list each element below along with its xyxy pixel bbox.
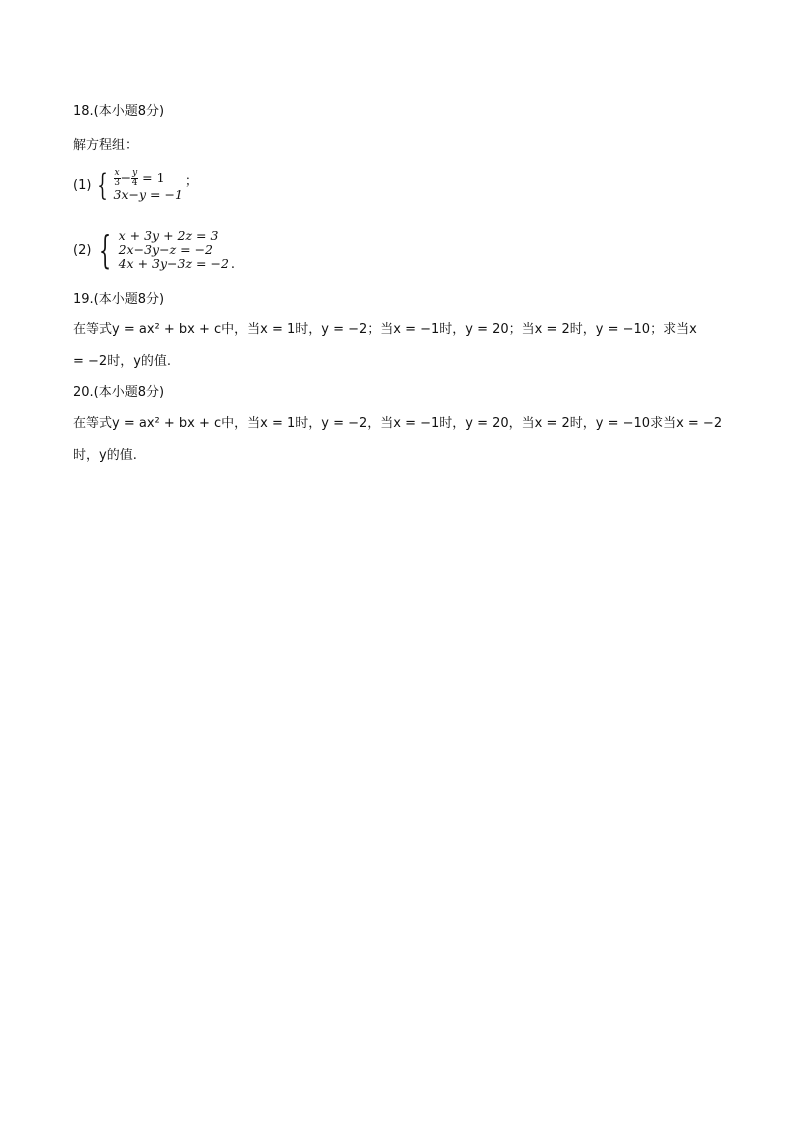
q18-p2-eq1: x + 3y + 2z = 3	[118, 228, 219, 243]
q18-instruction: 解方程组：	[73, 138, 139, 153]
fraction-y-over-4: $\frac{y}{4}$	[131, 168, 138, 188]
q19-line-1: 在等式y = ax² + bx + c中，当x = 1时，y = −2；当x = −1时，y = 20；当x = 2时，y = −10；求当x	[73, 322, 697, 337]
q20-line-2: 时，y的值.	[73, 448, 137, 463]
q19-header: 19.(本小题8分)	[73, 292, 165, 307]
q18-p1-eq1: $\frac{x}{3}$ − $\frac{y}{4}$ = 1	[114, 168, 165, 188]
q18-system-2	[73, 228, 235, 272]
q18-p1-end: ；	[184, 174, 198, 189]
fraction-x-over-3: $\frac{x}{3}$	[114, 168, 120, 188]
left-brace-icon: {	[97, 168, 109, 203]
q19-line-2: = −2时，y的值.	[73, 354, 172, 369]
q18-p2-eq2: 2x−3y−z = −2	[118, 242, 214, 257]
q18-p2-eq3: 4x + 3y−3z = −2	[118, 256, 229, 271]
q20-header: 20.(本小题8分)	[73, 385, 165, 400]
q18-p1-eq2: 3x−y = −1	[113, 187, 183, 202]
q18-p1-equations	[114, 169, 183, 202]
left-brace-icon: {	[99, 228, 112, 272]
q20-line-1: 在等式y = ax² + bx + c中，当x = 1时，y = −2，当x = −1时，y = 20，当x = 2时，y = −10求当x = −2	[73, 416, 723, 431]
q18-p2-label: (2)	[73, 242, 92, 258]
q18-system-1	[73, 168, 198, 203]
q18-p2-end: .	[230, 257, 236, 272]
q18-p2-equations	[119, 229, 229, 271]
q18-p1-label: (1)	[73, 178, 92, 193]
q18-header: 18.(本小题8分)	[73, 104, 165, 119]
